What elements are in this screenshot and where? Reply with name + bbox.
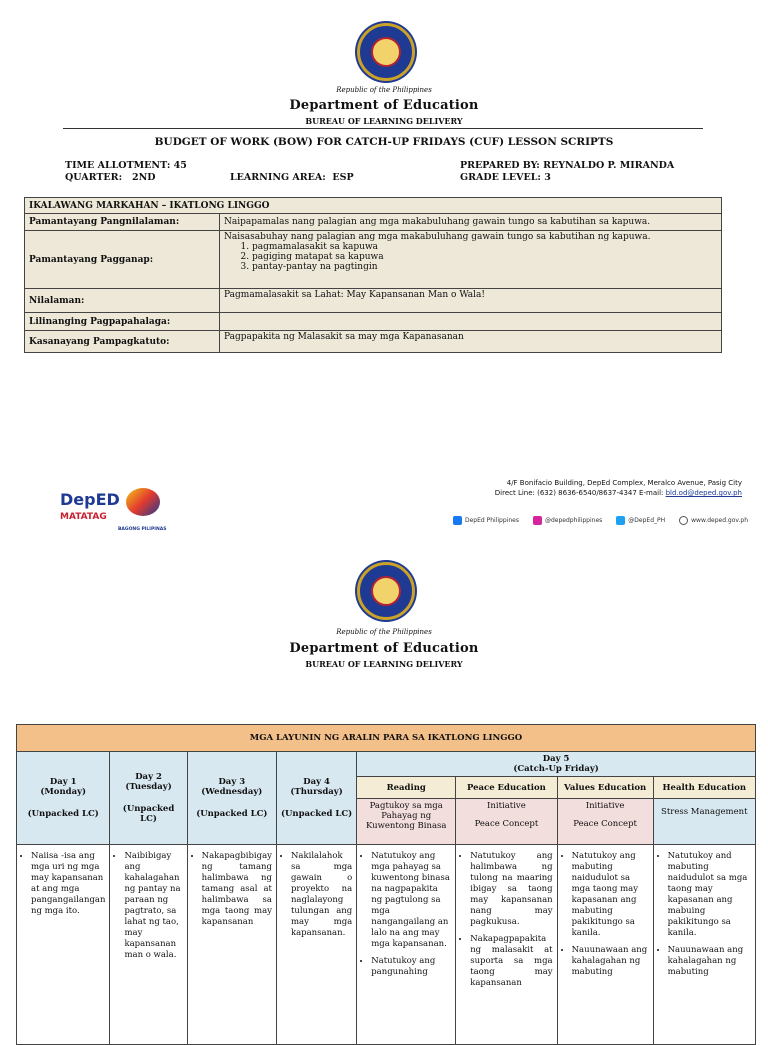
list-item: 1. pagmamalasakit sa kapuwa <box>252 242 717 252</box>
deped-seal-icon <box>357 562 415 620</box>
row-value: Naipapamalas nang palagian ang mga makabuluhang gawain tungo sa kabutihan sa kapuwa. <box>220 214 722 231</box>
day3-objectives <box>187 845 276 1045</box>
day-name: Day 3 <box>218 777 246 787</box>
instagram-icon <box>533 516 542 525</box>
day4-objectives <box>276 845 356 1045</box>
row-label: Pamantayang Pagganap: <box>25 231 220 289</box>
row-label: Nilalaman: <box>25 289 220 313</box>
subject-detail <box>557 799 653 845</box>
row-value: Pagmamalasakit sa Lahat: May Kapansanan Man o Wala! <box>220 289 722 313</box>
row-value <box>220 231 722 289</box>
list-item: • Natutukoy and mabuting naidudulot sa mga taong may kapasanan ang mabuing pakikitungo sa kanila. <box>668 851 751 939</box>
globe-icon <box>679 516 688 525</box>
list-item: • Nakapagbibigay ng tamang halimbawa ng tamang asal at halimbawa sa mga taong may kapansanan <box>202 851 272 928</box>
prepared-by: PREPARED BY: REYNALDO P. MIRANDA <box>460 160 675 171</box>
day5-subtitle: (Catch-Up Friday) <box>513 764 599 774</box>
list-item: • Natutukoy ang halimbawa ng tulong na maaring ibigay sa taong may kapansanan nang may pagkukusa. <box>470 851 552 928</box>
day-header <box>110 752 187 845</box>
health-objectives <box>653 845 755 1045</box>
subject-detail <box>653 799 755 845</box>
matatag-logo: MATATAG <box>60 512 107 522</box>
subject-detail <box>456 799 557 845</box>
day-note: (Unpacked LC) <box>122 804 175 824</box>
list-item: • Naiisa -isa ang mga uri ng mga may kapansanan at ang mga pangangailangan ng mga ito. <box>31 851 105 917</box>
list-item: • Nauunawaan ang kahalagahan ng mabuting <box>572 945 649 978</box>
social-label: www.deped.gov.ph <box>691 517 749 524</box>
row-value-text: Naisasabuhay nang palagian ang mga makabuluhang gawain tungo sa kabutihan ng kapuwa. <box>224 232 651 242</box>
detail-text: Stress Management <box>661 807 748 817</box>
week-info-table <box>24 197 722 353</box>
department-title: Department of Education <box>289 98 479 113</box>
social-label: @DepEd_PH <box>628 517 666 524</box>
social-label: DepEd Philippines <box>465 517 519 524</box>
social-instagram[interactable] <box>533 516 602 525</box>
day-name: Day 2 <box>135 772 162 782</box>
republic-line: Republic of the Philippines <box>336 628 432 636</box>
day1-objectives <box>17 845 110 1045</box>
deped-seal-icon <box>357 23 415 81</box>
row-label: Pamantayang Pangnilalaman: <box>25 214 220 231</box>
day-note: (Unpacked LC) <box>27 809 99 819</box>
deped-logo: DepED <box>60 490 120 509</box>
objectives-table <box>16 724 756 1045</box>
day-weekday: (Thursday) <box>290 787 343 797</box>
day5-header <box>357 752 756 777</box>
row-label: Kasanayang Pampagkatuto: <box>25 331 220 353</box>
bureau-line: BUREAU OF LEARNING DELIVERY <box>305 659 463 669</box>
grade-level: GRADE LEVEL: 3 <box>460 172 551 183</box>
detail-text: Peace Concept <box>474 819 539 829</box>
list-item: • Natutukoy ang mga pahayag sa kuwentong binasa na nagpapakita ng pagtulong sa mga nangangailang an lalo na ang may mga kapansanan. <box>371 851 451 950</box>
row-label: Lilinanging Pagpapahalaga: <box>25 313 220 331</box>
bureau-line: BUREAU OF LEARNING DELIVERY <box>305 116 463 126</box>
department-title: Department of Education <box>289 641 479 656</box>
facebook-icon <box>453 516 462 525</box>
footer-address <box>495 478 742 498</box>
list-item: • Naibibigay ang kahalagahan ng pantay na paraan ng pagtrato, sa lahat ng tao, may kapansanan man o wala. <box>124 851 182 961</box>
subject-detail <box>357 799 456 845</box>
week-heading: IKALAWANG MARKAHAN – IKATLONG LINGGO <box>25 198 722 214</box>
social-website[interactable] <box>679 516 748 525</box>
values-objectives <box>557 845 653 1045</box>
detail-text: Initiative <box>487 801 526 811</box>
address-line: 4/F Bonifacio Building, DepEd Complex, Meralco Avenue, Pasig City <box>506 479 742 487</box>
subject-values: Values Education <box>557 777 653 799</box>
performance-list <box>224 242 717 272</box>
social-facebook[interactable] <box>453 516 519 525</box>
row-value: Pagpapakita ng Malasakit sa may mga Kapanasanan <box>220 331 722 353</box>
footer-logos <box>58 482 178 532</box>
social-twitter[interactable] <box>616 516 665 525</box>
email-link[interactable]: bld.od@deped.gov.ph <box>665 489 742 497</box>
list-item: • Nakilalahok sa mga gawain o proyekto na naglalayong tulungan ang may mga kapansanan. <box>291 851 352 939</box>
day-weekday: (Monday) <box>40 787 87 797</box>
list-item: • Natutukoy ang pangunahing <box>371 956 451 978</box>
direct-line-row <box>495 488 742 498</box>
bagong-pilipinas-label: BAGONG PILIPINAS <box>118 527 167 532</box>
objectives-title: MGA LAYUNIN NG ARALIN PARA SA IKATLONG LINGGO <box>17 725 756 752</box>
header-divider <box>63 128 703 129</box>
detail-text: Pagtukoy sa mga Pahayag ng Kuwentong Binasa <box>365 801 447 831</box>
subject-reading: Reading <box>357 777 456 799</box>
row-value <box>220 313 722 331</box>
day-weekday: (Wednesday) <box>201 787 263 797</box>
day-header <box>276 752 356 845</box>
social-row <box>453 516 748 525</box>
detail-text: Peace Concept <box>573 819 637 829</box>
day2-objectives <box>110 845 187 1045</box>
day-note: (Unpacked LC) <box>196 809 268 819</box>
day-header <box>17 752 110 845</box>
day5-title: Day 5 <box>542 754 570 764</box>
learning-area: LEARNING AREA: ESP <box>230 172 354 183</box>
day-name: Day 4 <box>303 777 330 787</box>
list-item: • Natutukoy ang mabuting naidudulot sa mga taong may kapasanan ang mabuting pakikitungo sa kanila. <box>572 851 649 939</box>
bow-title: BUDGET OF WORK (BOW) FOR CATCH-UP FRIDAYS (CUF) LESSON SCRIPTS <box>154 136 614 148</box>
republic-line: Republic of the Philippines <box>336 86 432 94</box>
bagong-pilipinas-emblem-icon <box>126 488 160 516</box>
day-weekday: (Tuesday) <box>125 782 172 792</box>
direct-line: Direct Line: (632) 8636-6540/8637-4347 E-mail: <box>494 489 664 497</box>
quarter: QUARTER: 2ND <box>65 172 156 183</box>
subject-health: Health Education <box>653 777 755 799</box>
social-label: @depedphilippines <box>544 517 603 524</box>
twitter-icon <box>616 516 625 525</box>
list-item: • Nakapagpapakita ng malasakit at suporta sa mga taong may kapansanan <box>470 934 552 989</box>
day-header <box>187 752 276 845</box>
list-item: • Nauunawaan ang kahalagahan ng mabuting <box>668 945 751 978</box>
time-allotment: TIME ALLOTMENT: 45 <box>65 160 187 171</box>
reading-objectives <box>357 845 456 1045</box>
day-note: (Unpacked LC) <box>280 809 353 819</box>
detail-text: Initiative <box>585 801 625 811</box>
subject-peace: Peace Education <box>456 777 557 799</box>
peace-objectives <box>456 845 557 1045</box>
list-item: 2. pagiging matapat sa kapuwa <box>252 252 717 262</box>
day-name: Day 1 <box>49 777 77 787</box>
list-item: 3. pantay-pantay na pagtingin <box>252 262 717 272</box>
